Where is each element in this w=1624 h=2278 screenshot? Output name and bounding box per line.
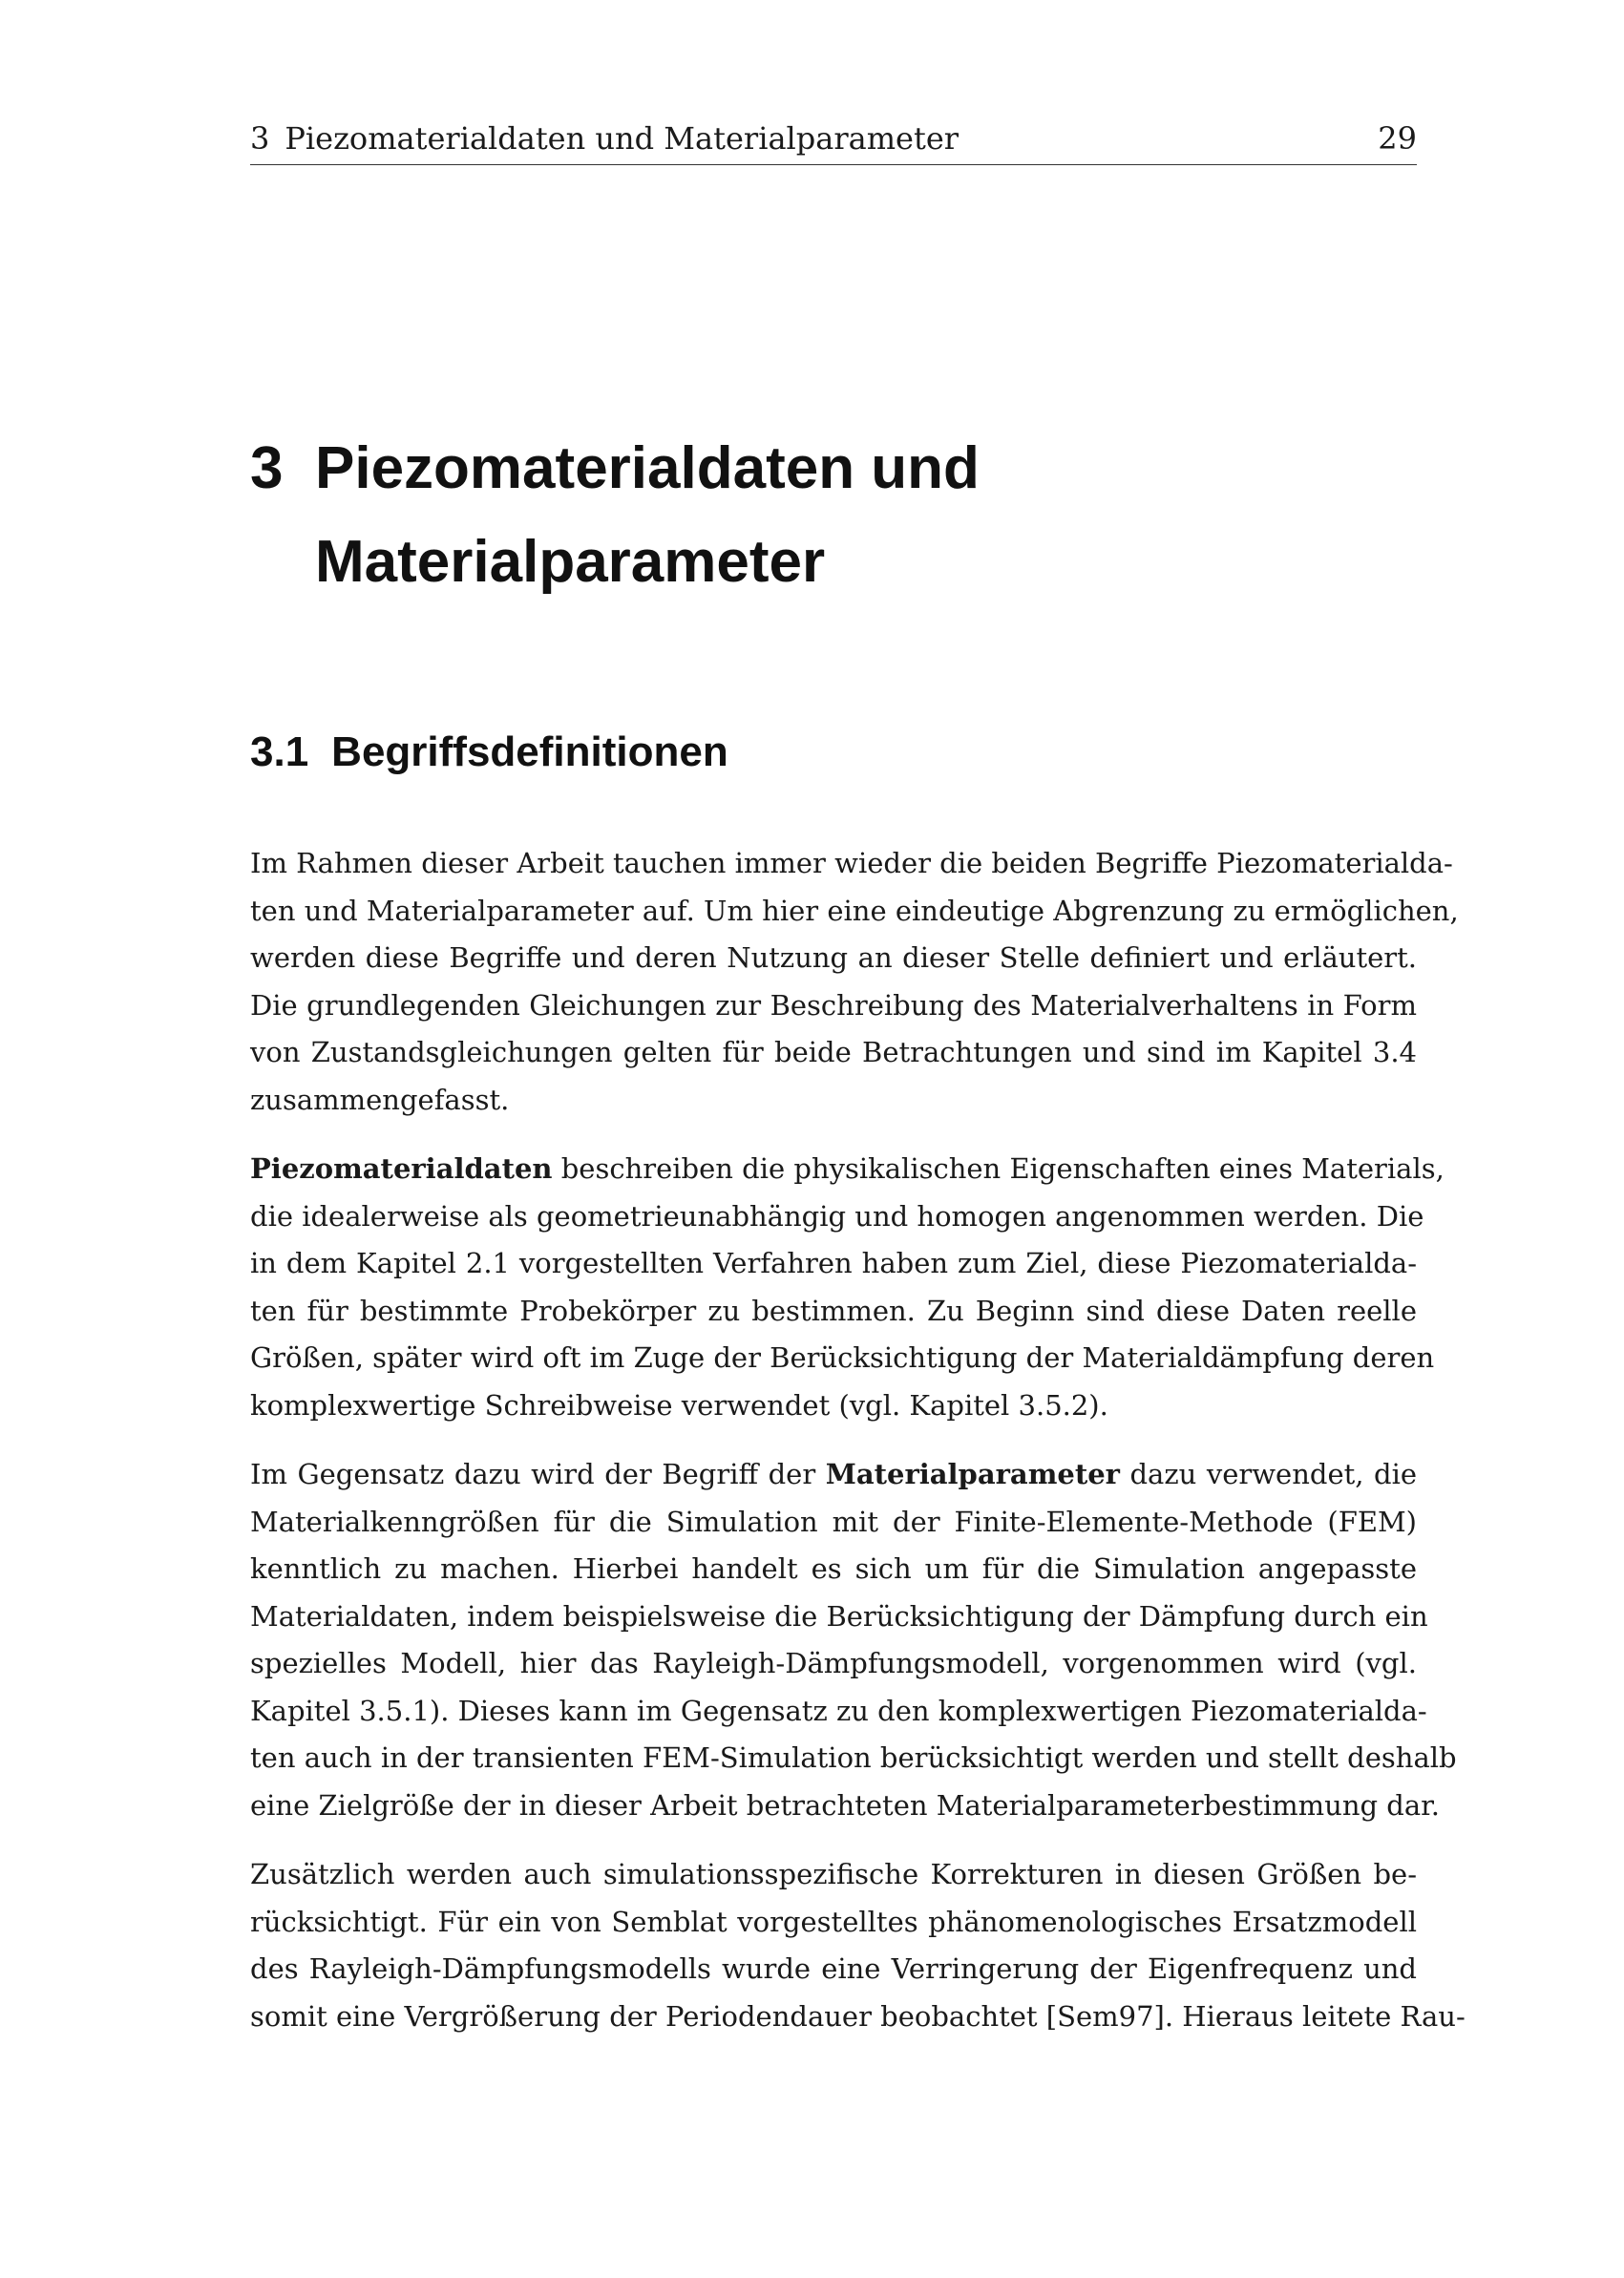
paragraph-line: somit eine Vergrößerung der Periodendauer beobachtet [Sem97]. Hieraus leitete Rau- — [250, 1999, 1466, 2033]
paragraph-line: eine Zielgröße der in dieser Arbeit betrachteten Materialparameterbestimmung dar. — [250, 1788, 1441, 1822]
page-number: 29 — [1378, 120, 1417, 157]
paragraph-line: kenntlich zu machen. Hierbei handelt es sich um für die Simulation angepasste — [250, 1552, 1417, 1585]
paragraph-line-rest: beschreiben die physikalischen Eigenschaften eines Materials, — [552, 1152, 1445, 1185]
paragraph-line: ten und Materialparameter auf. Um hier eine eindeutige Abgrenzung zu ermöglichen, — [250, 894, 1459, 927]
paragraph-line: in dem Kapitel 2.1 vorgestellten Verfahren haben zum Ziel, diese Piezomaterialda- — [250, 1247, 1417, 1279]
paragraph-line-post: dazu verwendet, die — [1119, 1458, 1418, 1490]
running-header — [250, 118, 1417, 165]
body-text — [250, 840, 1466, 2062]
paragraph-line: Materialkenngrößen für die Simulation mit der Finite-Elemente-Methode (FEM) — [250, 1505, 1417, 1538]
paragraph-line: Materialdaten, indem beispielsweise die Berücksichtigung der Dämpfung durch ein — [250, 1599, 1428, 1633]
paragraph-line: komplexwertige Schreibweise verwendet (vgl. Kapitel 3.5.2). — [250, 1388, 1108, 1422]
chapter-title-line2: Materialparameter — [315, 529, 826, 595]
paragraph-line: zusammengefasst. — [250, 1083, 510, 1116]
paragraph-line-first — [250, 1451, 1417, 1499]
section-number: 3.1 — [250, 728, 309, 775]
running-header-chapter-number: 3 — [250, 120, 270, 157]
chapter-title-text-line1: Piezomaterialdaten und — [315, 435, 980, 501]
paragraph-line-first — [250, 1146, 1445, 1193]
paragraph-line: des Rayleigh-Dämpfungsmodells wurde eine Verringerung der Eigenfrequenz und — [250, 1952, 1417, 1985]
chapter-title — [250, 422, 1417, 609]
paragraph-2 — [250, 1146, 1445, 1429]
paragraph-line: spezielles Modell, hier das Rayleigh-Dämpfungsmodell, vorgenommen wird (vgl. — [250, 1647, 1417, 1679]
paragraph-line: die idealerweise als geometrieunabhängig und homogen angenommen werden. Die — [250, 1199, 1424, 1233]
running-header-chapter-title: Piezomaterialdaten und Materialparameter — [285, 120, 960, 157]
section-title-text: Begriffsdefinitionen — [331, 728, 728, 775]
paragraph-line-pre: Im Gegensatz dazu wird der Begriff der — [250, 1458, 826, 1490]
paragraph-line: Zusätzlich werden auch simulationsspezifische Korrekturen in diesen Größen be- — [250, 1858, 1417, 1890]
paragraph-line: ten auch in der transienten FEM-Simulation berücksichtigt werden und stellt deshalb — [250, 1741, 1457, 1774]
paragraph-1 — [250, 840, 1459, 1124]
paragraph-line: Die grundlegenden Gleichungen zur Beschreibung des Materialverhaltens in Form — [250, 988, 1417, 1022]
chapter-title-line1 — [250, 422, 1417, 516]
section-title — [250, 726, 728, 779]
paragraph-line: Kapitel 3.5.1). Dieses kann im Gegensatz zu den komplexwertigen Piezomaterialda- — [250, 1694, 1427, 1727]
term-piezomaterialdaten: Piezomaterialdaten — [250, 1152, 553, 1185]
paragraph-line: Größen, später wird oft im Zuge der Berücksichtigung der Materialdämpfung deren — [250, 1341, 1435, 1374]
running-header-left — [250, 118, 959, 158]
chapter-number: 3 — [250, 435, 284, 501]
paragraph-line: Im Rahmen dieser Arbeit tauchen immer wieder die beiden Begriffe Piezomaterialda- — [250, 847, 1453, 879]
paragraph-line: ten für bestimmte Probekörper zu bestimmen. Zu Beginn sind diese Daten reelle — [250, 1294, 1417, 1327]
paragraph-line: von Zustandsgleichungen gelten für beide Betrachtungen und sind im Kapitel 3.4 — [250, 1036, 1417, 1068]
paragraph-line: rücksichtigt. Für ein von Semblat vorgestelltes phänomenologisches Ersatzmodell — [250, 1905, 1417, 1938]
term-materialparameter: Materialparameter — [825, 1458, 1120, 1490]
paragraph-3 — [250, 1451, 1457, 1829]
paragraph-line: werden diese Begriffe und deren Nutzung an dieser Stelle definiert und erläutert. — [250, 941, 1417, 974]
paragraph-4 — [250, 1851, 1466, 2040]
